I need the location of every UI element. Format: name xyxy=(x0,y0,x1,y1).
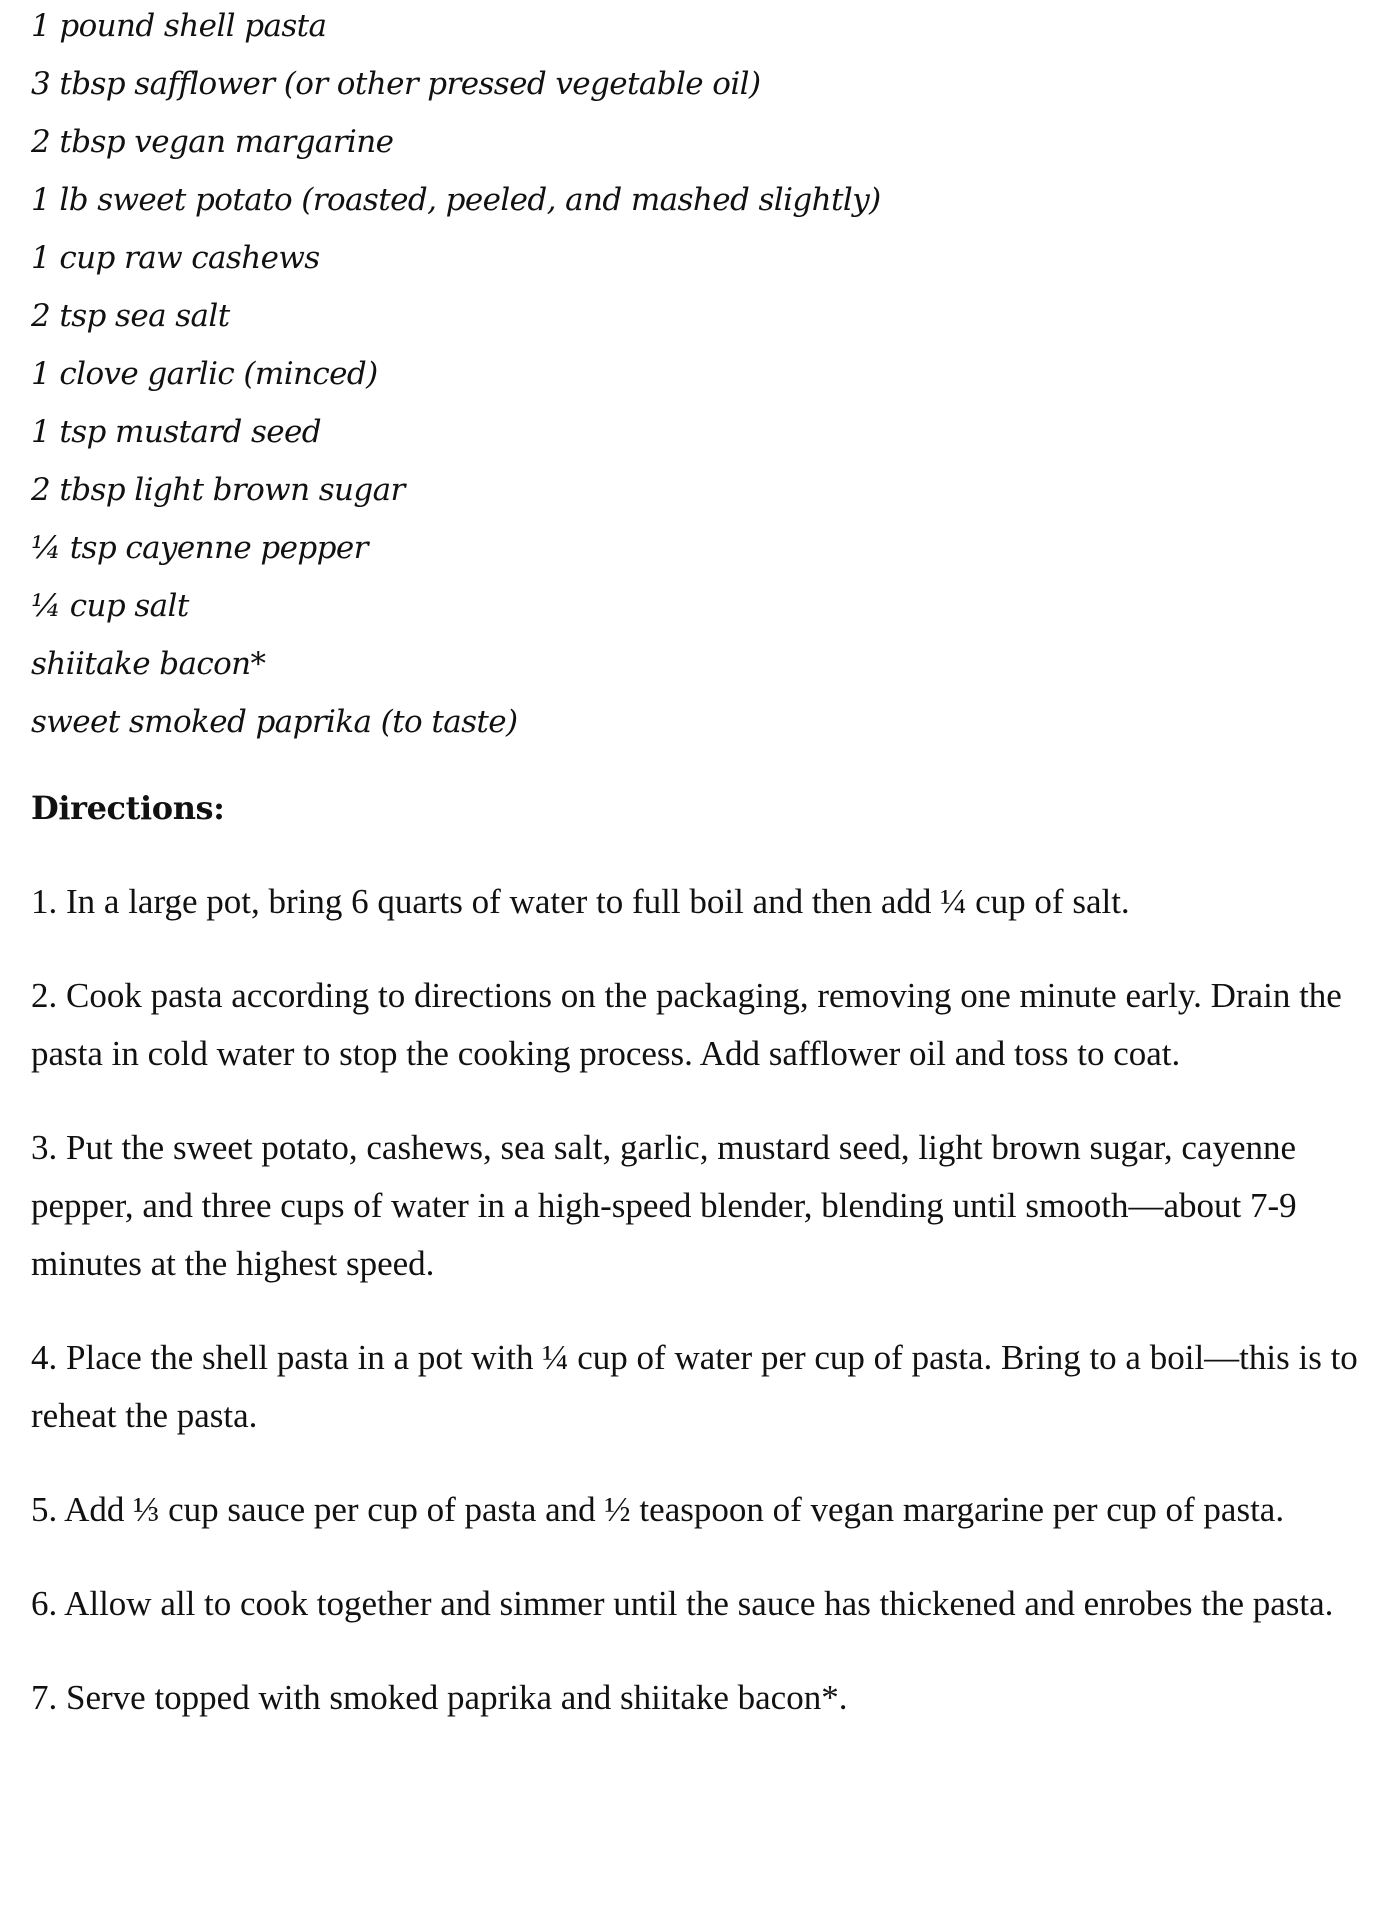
ingredient-item: 2 tbsp vegan margarine xyxy=(31,124,394,160)
ingredient-item: 1 clove garlic (minced) xyxy=(31,356,378,392)
ingredient-item: 2 tbsp light brown sugar xyxy=(31,472,405,508)
direction-step: 1. In a large pot, bring 6 quarts of water to full boil and then add ¼ cup of salt. xyxy=(31,882,1130,921)
ingredient-list xyxy=(31,0,1376,751)
ingredient-item: ¼ cup salt xyxy=(31,588,189,624)
direction-steps xyxy=(31,873,1376,1727)
recipe-content xyxy=(31,0,1376,1763)
ingredient-item: 1 cup raw cashews xyxy=(31,240,320,276)
ingredient-item: shiitake bacon* xyxy=(31,646,266,682)
ingredient-item: ¼ tsp cayenne pepper xyxy=(31,530,368,566)
direction-step: 3. Put the sweet potato, cashews, sea salt, garlic, mustard seed, light brown sugar, cayenne pepper, and three cups of water in a high-speed blender, blending until smooth—about 7-9 minutes at the highest speed. xyxy=(31,1128,1297,1283)
ingredient-item: 3 tbsp safflower (or other pressed vegetable oil) xyxy=(31,66,761,102)
ingredient-item: 1 tsp mustard seed xyxy=(31,414,322,450)
direction-step: 2. Cook pasta according to directions on the packaging, removing one minute early. Drain the pasta in cold water to stop the cooking process. Add safflower oil and toss to coat. xyxy=(31,976,1342,1073)
directions-heading: Directions: xyxy=(31,789,225,827)
ingredient-item: sweet smoked paprika (to taste) xyxy=(31,704,518,740)
direction-step: 4. Place the shell pasta in a pot with ¼ cup of water per cup of pasta. Bring to a boil—this is to reheat the pasta. xyxy=(31,1338,1358,1435)
direction-step: 7. Serve topped with smoked paprika and shiitake bacon*. xyxy=(31,1678,848,1717)
direction-step: 5. Add ⅓ cup sauce per cup of pasta and ½ teaspoon of vegan margarine per cup of pasta. xyxy=(31,1490,1285,1529)
ingredient-item: 1 lb sweet potato (roasted, peeled, and mashed slightly) xyxy=(31,182,881,218)
ingredient-item: 1 pound shell pasta xyxy=(31,8,327,44)
direction-step: 6. Allow all to cook together and simmer until the sauce has thickened and enrobes the pasta. xyxy=(31,1584,1334,1623)
ingredient-item: 2 tsp sea salt xyxy=(31,298,230,334)
